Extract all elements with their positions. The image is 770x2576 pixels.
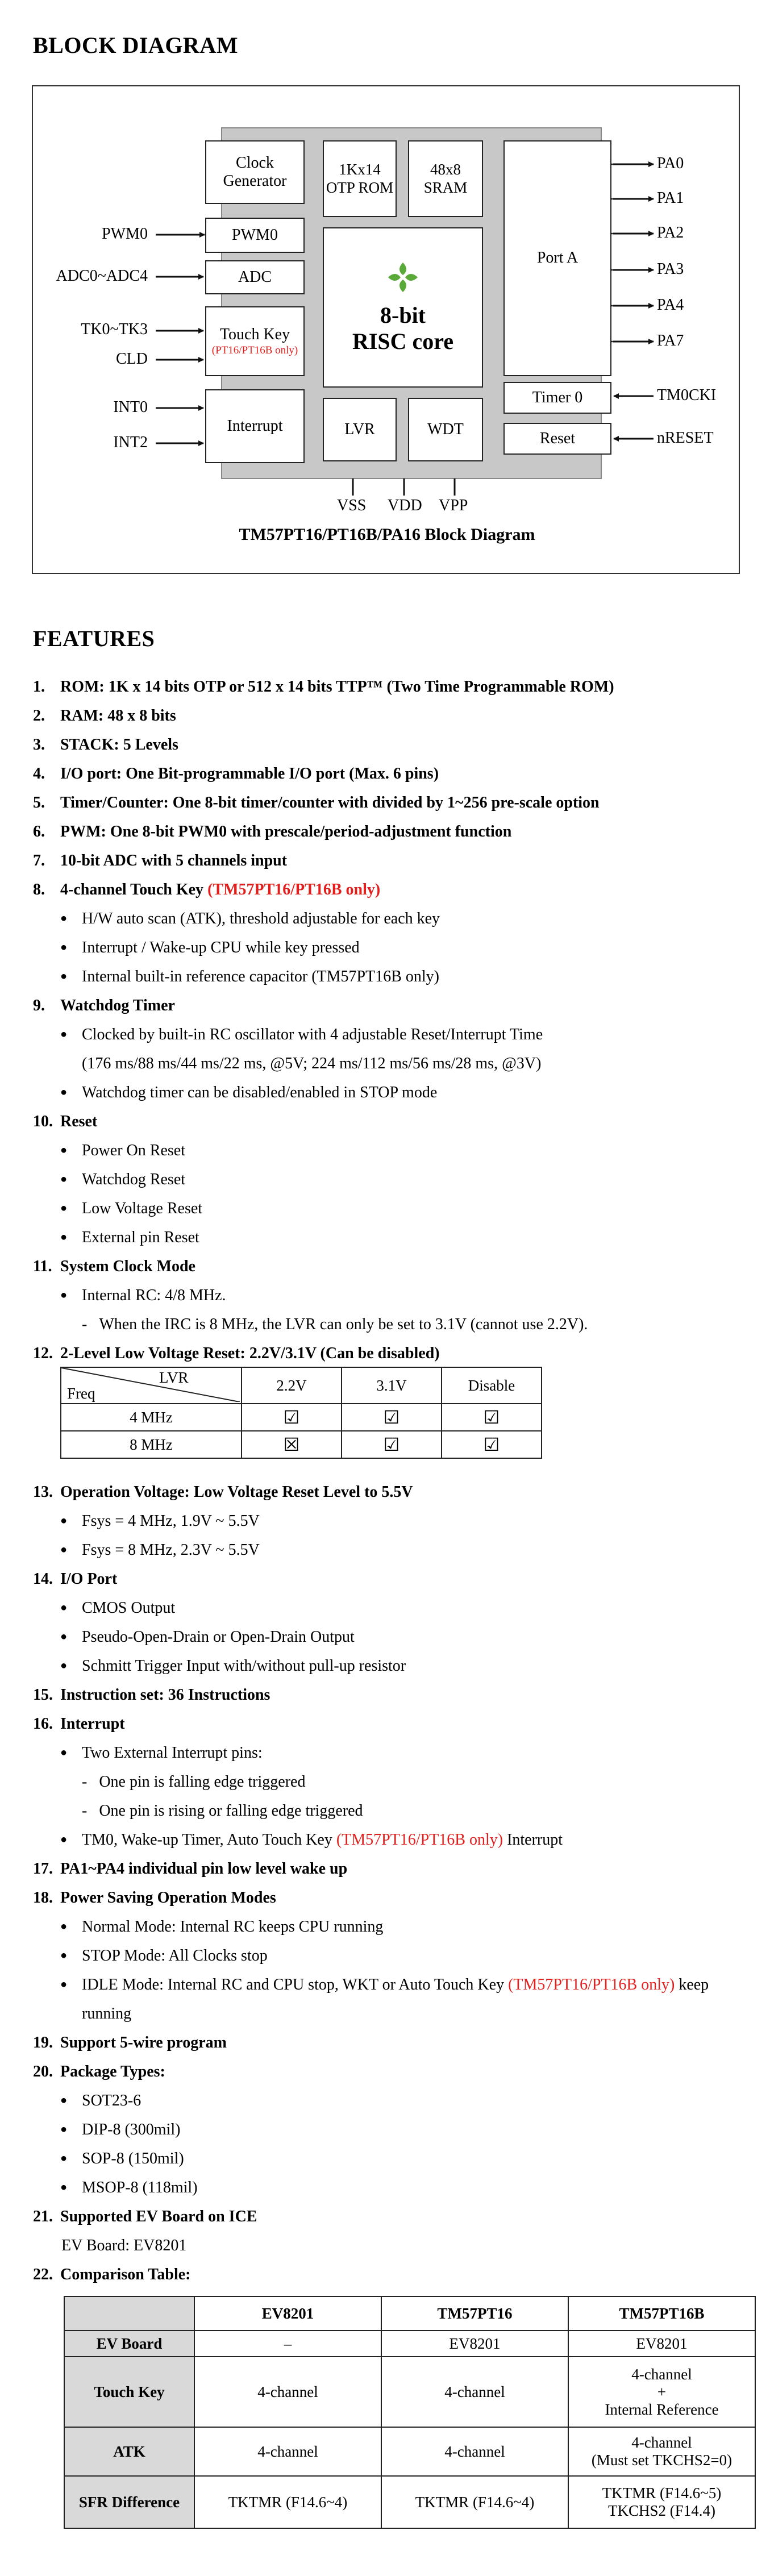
lvr-row-freq: 4 MHz [61, 1404, 242, 1431]
feature-16-bullet-2: ● TM0, Wake-up Timer, Auto Touch Key (TM57PT16/PT16B only) Interrupt [61, 1831, 563, 1849]
feature-20-bullet-3: ● SOP-8 (150mil) [61, 2150, 184, 2168]
timer0-block: Timer 0 [503, 382, 611, 414]
feature-4: 4. I/O port: One Bit-programmable I/O port (Max. 6 pins) [33, 765, 439, 783]
table-row [64, 2427, 755, 2476]
feature-5: 5. Timer/Counter: One 8-bit timer/counter with divided by 1~256 pre-scale option [33, 794, 600, 811]
lvr-table-corner [61, 1367, 242, 1404]
feature-22: 22. Comparison Table: [33, 2266, 191, 2283]
comparison-row-label: Touch Key [64, 2357, 194, 2427]
feature-13-bullet-1: ● Fsys = 4 MHz, 1.9V ~ 5.5V [61, 1512, 260, 1530]
comparison-cell [568, 2357, 755, 2427]
comparison-cell-line: TKTMR (F14.6~5) [602, 2485, 722, 2502]
comparison-cell: 4-channel [381, 2427, 568, 2476]
feature-14-bullet-3: ● Schmitt Trigger Input with/without pull-up resistor [61, 1657, 406, 1675]
pin-vdd: VDD [388, 497, 422, 514]
comparison-cell-line: 4-channel [631, 2365, 692, 2383]
table-row [64, 2476, 755, 2528]
pin-pa0: PA0 [657, 155, 684, 172]
pin-int0: INT0 [113, 398, 148, 416]
comparison-cell: 4-channel [194, 2357, 381, 2427]
comparison-header: TM57PT16B [568, 2296, 755, 2331]
feature-8-bullet-1: ● H/W auto scan (ATK), threshold adjustable for each key [61, 910, 440, 928]
comparison-row-label: SFR Difference [64, 2476, 194, 2528]
lvr-col-header: 3.1V [342, 1367, 442, 1404]
feature-15: 15. Instruction set: 36 Instructions [33, 1686, 270, 1704]
feature-20-bullet-2: ● DIP-8 (300mil) [61, 2121, 180, 2139]
comparison-cell-line: 4-channel [631, 2434, 692, 2451]
feature-10-bullet-2: ● Watchdog Reset [61, 1171, 185, 1189]
feature-20: 20. Package Types: [33, 2063, 165, 2080]
checkbox-checked-icon: ☑ [342, 1431, 442, 1458]
comparison-table [64, 2296, 756, 2529]
table-row [61, 1431, 542, 1458]
feature-2: 2. RAM: 48 x 8 bits [33, 707, 176, 725]
feature-8: 8. 4-channel Touch Key (TM57PT16/PT16B only) [33, 881, 381, 898]
comparison-cell: – [194, 2331, 381, 2357]
feature-9-bullet-2: ● Watchdog timer can be disabled/enabled in STOP mode [61, 1084, 437, 1102]
pin-tk: TK0~TK3 [81, 321, 148, 338]
pin-pa4: PA4 [657, 296, 684, 314]
feature-17: 17. PA1~PA4 individual pin low level wake up [33, 1860, 348, 1878]
feature-16-bullet-1: ● Two External Interrupt pins: [61, 1744, 263, 1762]
comparison-cell-line: + [657, 2383, 667, 2400]
checkbox-checked-icon: ☑ [242, 1404, 342, 1431]
feature-9-bullet-1-cont: (176 ms/88 ms/44 ms/22 ms, @5V; 224 ms/112 ms/56 ms/28 ms, @3V) [82, 1055, 542, 1072]
lvr-col-header: 2.2V [242, 1367, 342, 1404]
feature-8-bullet-3: ● Internal built-in reference capacitor (TM57PT16B only) [61, 968, 439, 986]
comparison-row-label: ATK [64, 2427, 194, 2476]
comparison-cell: TKTMR (F14.6~4) [381, 2476, 568, 2528]
comparison-cell [568, 2476, 755, 2528]
pin-nreset: nRESET [657, 429, 714, 447]
touch-key-block [205, 306, 305, 376]
feature-18-bullet-1: ● Normal Mode: Internal RC keeps CPU running [61, 1918, 383, 1936]
feature-16-dash-2: - One pin is rising or falling edge triggered [82, 1802, 363, 1820]
feature-21-sub: EV Board: EV8201 [61, 2237, 187, 2254]
lvr-corner-bottom: Freq [67, 1385, 95, 1402]
feature-11: 11. System Clock Mode [33, 1258, 195, 1275]
feature-10-bullet-3: ● Low Voltage Reset [61, 1200, 202, 1218]
feature-16-dash-1: - One pin is falling edge triggered [82, 1773, 306, 1791]
feature-16: 16. Interrupt [33, 1715, 125, 1733]
touch-key-note: (PT16/PT16B only) [211, 344, 298, 356]
checkbox-checked-icon: ☑ [442, 1431, 542, 1458]
checkbox-checked-icon: ☑ [342, 1404, 442, 1431]
block-diagram [32, 85, 740, 574]
table-row [61, 1404, 542, 1431]
pin-pa2: PA2 [657, 224, 684, 242]
comparison-cell-line: TKCHS2 (F14.4) [607, 2502, 715, 2519]
feature-20-bullet-4: ● MSOP-8 (118mil) [61, 2179, 198, 2197]
feature-13-bullet-2: ● Fsys = 8 MHz, 2.3V ~ 5.5V [61, 1541, 260, 1559]
comparison-row-label: EV Board [64, 2331, 194, 2357]
feature-19: 19. Support 5-wire program [33, 2034, 227, 2051]
risc-core-block [323, 227, 483, 388]
lvr-table [60, 1367, 542, 1459]
feature-18-bullet-3-cont: running [82, 2005, 132, 2022]
lvr-row-freq: 8 MHz [61, 1431, 242, 1458]
pin-pa7: PA7 [657, 332, 684, 349]
feature-18-bullet-3: ● IDLE Mode: Internal RC and CPU stop, WKT or Auto Touch Key (TM57PT16/PT16B only) keep [61, 1976, 709, 1994]
comparison-cell: 4-channel [194, 2427, 381, 2476]
interrupt-block: Interrupt [205, 389, 305, 463]
checkbox-crossed-icon: ☒ [242, 1431, 342, 1458]
tenx-logo-icon [386, 260, 420, 294]
port-a-arrows [613, 164, 654, 342]
feature-10-bullet-4: ● External pin Reset [61, 1229, 199, 1247]
pin-int2: INT2 [113, 434, 148, 451]
comparison-cell-line: (Must set TKCHS2=0) [591, 2452, 732, 2469]
comparison-header: TM57PT16 [381, 2296, 568, 2331]
feature-9: 9. Watchdog Timer [33, 997, 175, 1014]
feature-13: 13. Operation Voltage: Low Voltage Reset Level to 5.5V [33, 1483, 413, 1501]
features-heading: FEATURES [33, 626, 155, 651]
feature-20-bullet-1: ● SOT23-6 [61, 2092, 141, 2110]
feature-14-bullet-1: ● CMOS Output [61, 1599, 175, 1617]
feature-10: 10. Reset [33, 1113, 98, 1130]
lvr-block: LVR [323, 398, 397, 461]
feature-1: 1. ROM: 1K x 14 bits OTP or 512 x 14 bits TTP™ (Two Time Programmable ROM) [33, 678, 614, 696]
lvr-col-header: Disable [442, 1367, 542, 1404]
comparison-cell: 4-channel [381, 2357, 568, 2427]
pin-cld: CLD [116, 350, 148, 368]
feature-7: 7. 10-bit ADC with 5 channels input [33, 852, 288, 869]
comparison-cell: EV8201 [381, 2331, 568, 2357]
port-a-block: Port A [503, 140, 611, 376]
reset-block: Reset [503, 423, 611, 455]
comparison-cell: EV8201 [568, 2331, 755, 2357]
pin-vss: VSS [337, 497, 367, 514]
comparison-cell [568, 2427, 755, 2476]
comparison-header: EV8201 [194, 2296, 381, 2331]
feature-11-bullet-1: ● Internal RC: 4/8 MHz. [61, 1287, 226, 1305]
pin-adc: ADC0~ADC4 [56, 267, 148, 285]
comparison-cell: TKTMR (F14.6~4) [194, 2476, 381, 2528]
table-row [64, 2331, 755, 2357]
pin-vpp: VPP [439, 497, 468, 514]
feature-12: 12. 2-Level Low Voltage Reset: 2.2V/3.1V (Can be disabled) [33, 1345, 440, 1362]
checkbox-checked-icon: ☑ [442, 1404, 542, 1431]
feature-9-bullet-1: ● Clocked by built-in RC oscillator with 4 adjustable Reset/Interrupt Time [61, 1026, 543, 1044]
otp-rom-block: 1Kx14 OTP ROM [323, 140, 397, 217]
block-diagram-heading: BLOCK DIAGRAM [33, 32, 238, 58]
risc-core-line1: 8-bit [380, 302, 426, 328]
feature-8-bullet-2: ● Interrupt / Wake-up CPU while key pressed [61, 939, 360, 957]
pin-pwm0: PWM0 [102, 225, 148, 243]
feature-14: 14. I/O Port [33, 1570, 118, 1588]
lvr-corner-top: LVR [159, 1369, 189, 1386]
pin-pa3: PA3 [657, 260, 684, 278]
feature-18: 18. Power Saving Operation Modes [33, 1889, 276, 1907]
pwm0-block: PWM0 [205, 218, 305, 253]
pin-pa1: PA1 [657, 189, 684, 207]
feature-3: 3. STACK: 5 Levels [33, 736, 178, 754]
touch-key-label: Touch Key [219, 326, 290, 344]
feature-6: 6. PWM: One 8-bit PWM0 with prescale/period-adjustment function [33, 823, 512, 840]
wdt-block: WDT [408, 398, 483, 461]
sram-block: 48x8 SRAM [408, 140, 483, 217]
clock-generator-block: Clock Generator [205, 140, 305, 204]
pin-tm0cki: TM0CKI [657, 386, 717, 404]
feature-10-bullet-1: ● Power On Reset [61, 1142, 185, 1160]
comparison-cell-line: Internal Reference [605, 2400, 719, 2418]
feature-14-bullet-2: ● Pseudo-Open-Drain or Open-Drain Output [61, 1628, 355, 1646]
feature-18-bullet-2: ● STOP Mode: All Clocks stop [61, 1947, 268, 1965]
risc-core-line2: RISC core [352, 328, 454, 354]
block-diagram-caption: TM57PT16/PT16B/PA16 Block Diagram [239, 525, 535, 544]
feature-11-dash-1: - When the IRC is 8 MHz, the LVR can only be set to 3.1V (cannot use 2.2V). [82, 1316, 588, 1333]
comparison-corner [64, 2296, 194, 2331]
table-row [64, 2357, 755, 2427]
adc-block: ADC [205, 260, 305, 294]
feature-21: 21. Supported EV Board on ICE [33, 2208, 257, 2225]
